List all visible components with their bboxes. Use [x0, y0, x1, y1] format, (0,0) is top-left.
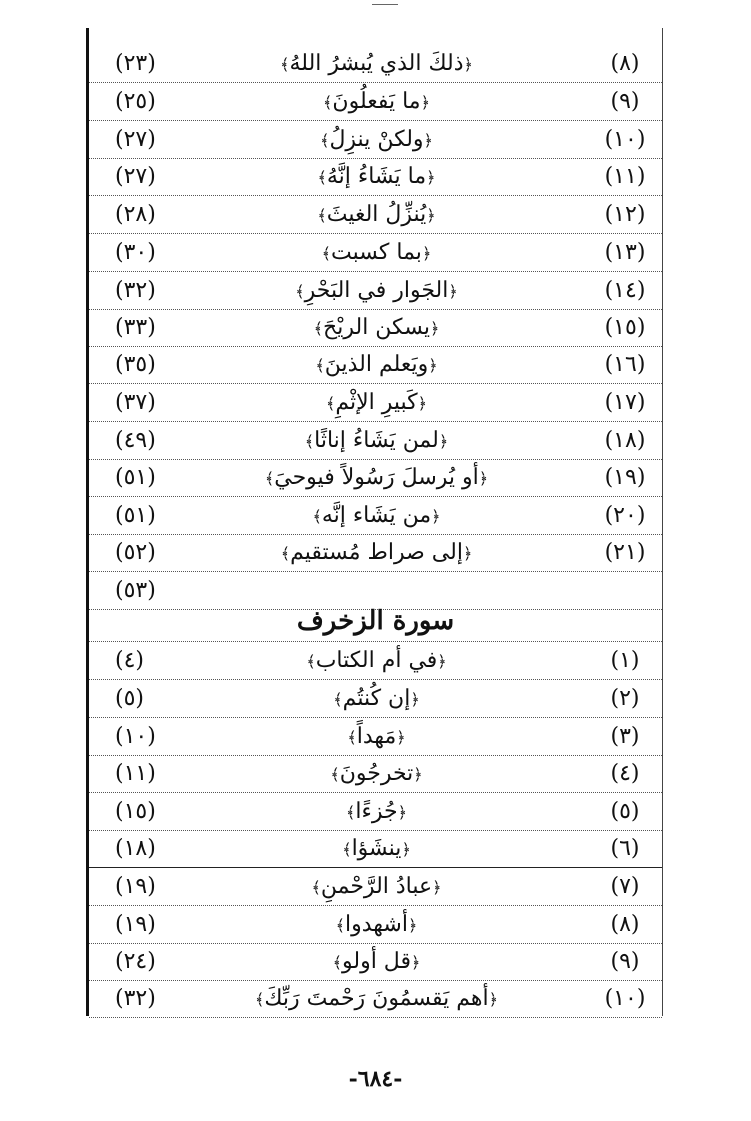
quran-phrase: ﴿عبادُ الرَّحْمنِ﴾: [311, 874, 442, 899]
quran-phrase: ﴿ذلكَ الذي يُبشرُ اللهُ﴾: [280, 51, 473, 76]
verse-number: (٥): [610, 799, 640, 824]
page-ref: (٢٣): [115, 51, 156, 76]
quran-phrase: ﴿الجَوار في البَحْرِ﴾: [295, 278, 458, 303]
verse-number: (٢): [610, 686, 640, 711]
quran-phrase: ﴿ما يَشَاءُ إنَّهُ﴾: [317, 164, 436, 189]
index-row: [89, 460, 662, 497]
index-row: [89, 423, 662, 460]
index-row: [89, 719, 662, 756]
page-ref: (٢٤): [115, 949, 156, 974]
page-ref: (٥١): [115, 503, 156, 528]
verse-number: (١٠): [604, 986, 646, 1011]
quran-phrase: ﴿ولكنْ ينزِلُ﴾: [320, 127, 433, 152]
top-rule: [372, 4, 398, 5]
quran-phrase: ﴿تخرجُونَ﴾: [330, 761, 423, 786]
page-ref: (١٨): [115, 836, 156, 861]
quran-phrase: ﴿أو يُرسلَ رَسُولاً فيوحيَ﴾: [264, 465, 489, 490]
index-row: [89, 235, 662, 272]
index-row: [89, 643, 662, 680]
page-ref: (٥٣): [115, 578, 156, 603]
verse-number: (٨): [610, 51, 640, 76]
page-ref: (١٥): [115, 799, 156, 824]
verse-number: (٤): [610, 761, 640, 786]
verse-number: (٦): [610, 836, 640, 861]
verse-number: (٧): [610, 874, 640, 899]
quran-phrase: ﴿أشهدوا﴾: [335, 912, 418, 937]
index-frame: [86, 28, 663, 1016]
verse-number: (١١): [604, 164, 646, 189]
page-ref: (٢٧): [115, 127, 156, 152]
verse-number: (٩): [610, 89, 640, 114]
verse-number: (١٠): [604, 127, 646, 152]
page-ref: (٥١): [115, 465, 156, 490]
quran-phrase: ﴿بما كسبت﴾: [321, 240, 432, 265]
verse-number: (١٩): [604, 465, 646, 490]
index-row: [89, 159, 662, 196]
quran-phrase: ﴿أهم يَقسمُونَ رَحْمتَ رَبِّكَ﴾: [254, 986, 499, 1011]
page-ref: (٥٢): [115, 540, 156, 565]
verse-number: (١٤): [604, 278, 646, 303]
page-ref: (٣٣): [115, 315, 156, 340]
quran-phrase: ﴿كَبيرِ الإثْمِ﴾: [325, 390, 428, 415]
quran-phrase: ﴿في أم الكتاب﴾: [306, 648, 447, 673]
page-ref: (٣٥): [115, 352, 156, 377]
quran-phrase: ﴿مَهداً﴾: [347, 724, 406, 749]
index-row: [89, 869, 662, 906]
index-row: [89, 831, 662, 868]
verse-number: (١٣): [604, 240, 646, 265]
page-ref: (٢٥): [115, 89, 156, 114]
quran-phrase: ﴿ينشَؤا﴾: [342, 836, 411, 861]
quran-phrase: ﴿جُزءًا﴾: [346, 799, 407, 824]
page-ref: (١١): [115, 761, 156, 786]
page-ref: (٥): [115, 686, 145, 711]
index-row: [89, 944, 662, 981]
verse-number: (١٦): [604, 352, 646, 377]
page-ref: (٢٧): [115, 164, 156, 189]
index-row: [89, 385, 662, 422]
verse-number: (١٥): [604, 315, 646, 340]
index-row: [89, 310, 662, 347]
page-ref: (٣٢): [115, 278, 156, 303]
quran-phrase: ﴿لمن يَشَاءُ إناثًا﴾: [304, 428, 449, 453]
quran-phrase: ﴿إلى صراط مُستقيم﴾: [280, 540, 473, 565]
page-ref: (١٠): [115, 724, 156, 749]
index-row: [89, 498, 662, 535]
verse-number: (١٢): [604, 202, 646, 227]
page-ref: (١٩): [115, 912, 156, 937]
page-number: -٦٨٤-: [348, 1066, 403, 1092]
verse-number: (١٨): [604, 428, 646, 453]
page-ref: (٣٢): [115, 986, 156, 1011]
index-row: [89, 756, 662, 793]
index-row: [89, 197, 662, 234]
page-ref: (٤٩): [115, 428, 156, 453]
surah-heading: سورة الزخرف: [89, 601, 662, 642]
index-row: [89, 907, 662, 944]
verse-number: (١٧): [604, 390, 646, 415]
verse-number: (٣): [610, 724, 640, 749]
quran-phrase: ﴿ما يَفعلُونَ﴾: [323, 89, 430, 114]
index-row: [89, 273, 662, 310]
quran-phrase: ﴿إن كُنتُم﴾: [333, 686, 420, 711]
quran-phrase: ﴿ويَعلم الذينَ﴾: [315, 352, 438, 377]
page-ref: (٣٧): [115, 390, 156, 415]
page-ref: (٤): [115, 648, 145, 673]
index-row: [89, 347, 662, 384]
index-row: [89, 46, 662, 83]
verse-number: (٩): [610, 949, 640, 974]
quran-phrase: ﴿يسكن الريْحَ﴾: [313, 315, 440, 340]
verse-number: (١): [610, 648, 640, 673]
index-row: [89, 535, 662, 572]
verse-number: (٢٠): [604, 503, 646, 528]
index-row: [89, 84, 662, 121]
verse-number: (٨): [610, 912, 640, 937]
index-row: [89, 122, 662, 159]
quran-phrase: ﴿قل أولو﴾: [332, 949, 421, 974]
index-row: [89, 981, 662, 1018]
page-ref: (٢٨): [115, 202, 156, 227]
page-ref: (١٩): [115, 874, 156, 899]
quran-phrase: ﴿من يَشَاء إنَّه﴾: [312, 503, 441, 528]
verse-number: (٢١): [604, 540, 646, 565]
quran-phrase: ﴿يُنزِّلُ الغيثَ﴾: [317, 202, 436, 227]
index-row: [89, 794, 662, 831]
index-row: [89, 681, 662, 718]
page-ref: (٣٠): [115, 240, 156, 265]
